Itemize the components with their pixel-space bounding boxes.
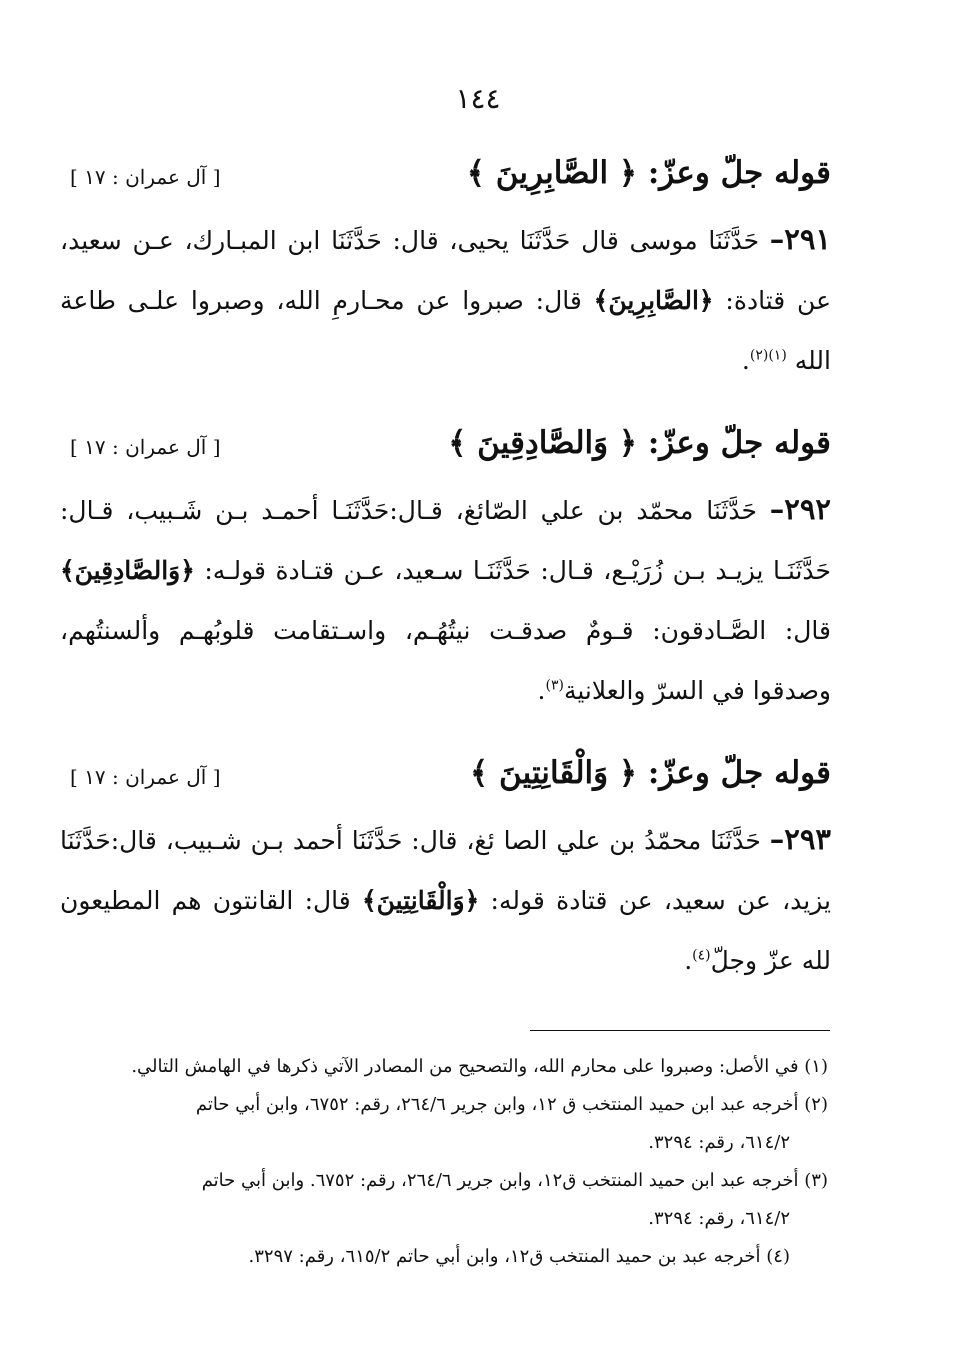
verse-reference: [ آل عمران : ١٧ ] [70,165,221,189]
footnote-3: (٣) أخرجه عبد ابن حميد المنتخب ق١٢، وابن جرير ٢٦٤/٦، رقم: ٦٧٥٢. وابن أبي حاتم [201,1170,828,1191]
heading-lead: قوله جلّ وعزّ: [647,425,831,461]
footnote-marker: (١)(٢) [749,347,787,364]
footnotes [62,1048,828,1276]
paragraph-end: . [741,346,750,375]
footnote-2-continuation: ٦١٤/٢، رقم: ٣٢٩٤. [648,1132,790,1153]
heading-quran-quote: ﴿ الصَّابِرِينَ ﴾ [466,155,638,191]
footnote-divider [530,1030,830,1031]
section-291 [60,155,831,391]
hadith-paragraph [60,809,831,991]
quran-quote: ﴿وَالْقَانِتِينَ﴾ [362,886,480,915]
hadith-paragraph [60,209,831,391]
heading-title [448,425,831,461]
hadith-paragraph [60,479,831,721]
hadith-number: ٢٩٢– [769,492,831,526]
section-292 [60,425,831,721]
section-heading [60,425,831,479]
footnote-marker: (٣) [545,677,564,694]
heading-lead: قوله جلّ وعزّ: [647,755,831,791]
verse-reference: [ آل عمران : ١٧ ] [70,435,221,459]
footnote-3-continuation: ٦١٤/٢، رقم: ٣٢٩٤. [648,1208,790,1229]
paragraph-text: حَدَّثَنَا محمّد بن علي الصّائغ، قـال:حَدَّثَنَـا أحمـد بـن شَـبيب، قـال: حَدَّثَنَـا يزيـد بـن زُرَيْـع، قـال: حَدَّثَنَـا سـعيد، عـن قتـادة قولـه: [60,496,831,585]
verse-reference: [ آل عمران : ١٧ ] [70,765,221,789]
paragraph-text: حَدَّثَنَا محمّدُ بن علي الصا ئغ، قال: حَدَّثَنَا أحمد بـن شـبيب، قال:حَدَّثَنَا يزيد، عن سعيد، عن قتادة قوله: [60,826,831,915]
section-293 [60,755,831,991]
paragraph-text: حَدَّثَنَا موسى قال حَدَّثَنَا يحيى، قال: حَدَّثَنَا ابن المبـارك، عـن سعيد، عن قتادة: [60,226,831,315]
footnote-2: (٢) أخرجه عبد ابن حميد المنتخب ق ١٢، وابن جرير ٢٦٤/٦، رقم: ٦٧٥٢، وابن أبي حاتم [195,1094,828,1115]
paragraph-end: . [537,676,546,705]
quran-quote: ﴿الصَّابِرِينَ﴾ [593,286,714,315]
heading-title [470,755,831,791]
footnote-1: (١) في الأصل: وصبروا على محارم الله، والتصحيح من المصادر الآتي ذكرها في الهامش التالي. [131,1056,828,1077]
paragraph-text: قال: القانتون هم المطيعون لله عزّ وجلّ [60,886,831,975]
hadith-number: ٢٩٣– [769,822,831,856]
paragraph-text: قال: صبروا عن محـارمِ الله، وصبروا علـى طاعة الله [60,286,831,375]
page-number: ١٤٤ [455,82,501,115]
footnote-4: (٤) أخرجه عبد بن حميد المنتخب ق١٢، وابن أبي حاتم ٦١٥/٢، رقم: ٣٢٩٧. [248,1246,790,1267]
heading-quran-quote: ﴿ وَالْقَانِتِينَ ﴾ [470,755,638,791]
heading-lead: قوله جلّ وعزّ: [647,155,831,191]
section-heading [60,755,831,809]
paragraph-text: قال: الصَّـادقون: قـومٌ صدقـت نيتُهُـم، واسـتقامت قلوبُهـم وألسنتُهم، وصدقوا في السرّ والعلانية [60,616,831,705]
paragraph-end: . [684,946,693,975]
heading-title [467,155,831,191]
footnote-marker: (٤) [692,947,711,964]
quran-quote: ﴿وَالصَّادِقِينَ﴾ [60,556,195,585]
hadith-number: ٢٩١– [769,222,831,256]
heading-quran-quote: ﴿ وَالصَّادِقِينَ ﴾ [448,425,638,461]
section-heading [60,155,831,209]
